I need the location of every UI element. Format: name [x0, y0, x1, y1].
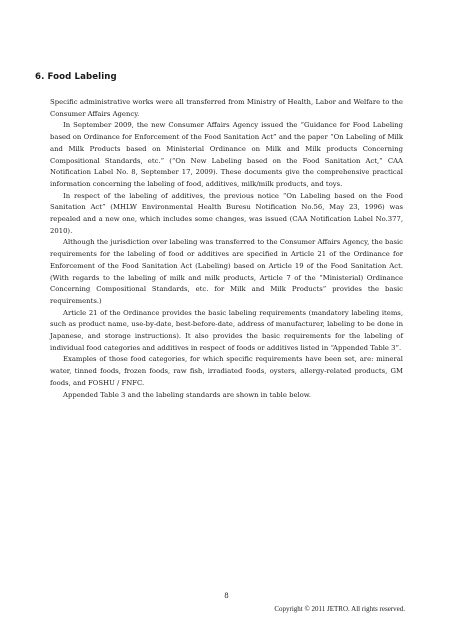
paragraph-additives: In respect of the labeling of additives, the previous notice “On Labeling based on the Food Sanitation Act” (MHLW Environmental Health Buresu Notification No.56, May 23, 1996) was repealed and a new one, which includes some changes, was issued (CAA Notification Label No.377, 2010). [50, 191, 403, 235]
paragraph-article-21: Article 21 of the Ordinance provides the basic labeling requirements (mandatory labeling items, such as product name, use-by-date, best-before-date, address of manufacturer, labeling to be done in Japanese, and storage instructions). It also provides the basic requirements for the labeling of individual food categories and additives in respect of foods or additives listed in “Appended Table 3”. [50, 308, 403, 352]
paragraph-jurisdiction: Although the jurisdiction over labeling was transferred to the Consumer Affairs Agency, the basic requirements for the labeling of food or additives are specified in Article 21 of the Ordinance for Enforcement of the Food Sanitation Act (Labeling) based on Article 19 of the Food Sanitation Act. (With regards to the labeling of milk and milk products, Article 7 of the “Ministerial) Ordinance Concerning Compositional Standards, etc. for Milk and Milk Products” provides the basic requirements.) [50, 238, 403, 305]
section-heading: 6. Food Labeling [35, 72, 117, 82]
page-number: 8 [224, 592, 229, 600]
paragraph-appended-table: Appended Table 3 and the labeling standards are shown in table below. [63, 390, 312, 399]
paragraph-transfer: Specific administrative works were all transferred from Ministry of Health, Labor and Welfare to the Consumer Affairs Agency. [50, 98, 403, 118]
copyright-notice: Copyright © 2011 JETRO. All rights reserved. [274, 605, 405, 613]
paragraph-examples: Examples of those food categories, for which specific requirements have been set, are: mineral water, tinned foods, frozen foods, raw fish, irradiated foods, oysters, allergy-related products, GM foods, and FOSHU / FNFC. [50, 355, 403, 387]
section-body [50, 97, 403, 401]
paragraph-guidance: In September 2009, the new Consumer Affairs Agency issued the “Guidance for Food Labeling based on Ordinance for Enforcement of the Food Sanitation Act” and the paper “On Labeling of Milk and Milk Products based on Ministerial Ordinance on Milk and Milk products Concerning Compositional Standards, etc.” (“On New Labeling based on the Food Sanitation Act,” CAA Notification Label No. 8, September 17, 2009). These documents give the comprehensive practical information concerning the labeling of food, additives, milk/milk products, and toys. [50, 121, 403, 188]
